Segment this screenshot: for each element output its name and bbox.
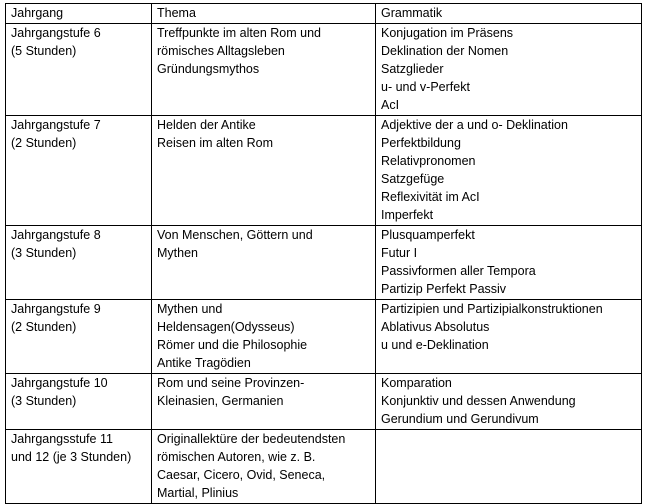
cell-line: Plusquamperfekt [381, 228, 475, 242]
cell-line: Von Menschen, Göttern und [157, 228, 313, 242]
header-grammatik: Grammatik [376, 4, 642, 24]
cell-line: Antike Tragödien [157, 356, 251, 370]
cell-jahrgang [6, 300, 152, 374]
table-row [6, 116, 642, 226]
cell-line: Mythen [157, 246, 198, 260]
cell-jahrgang [6, 226, 152, 300]
cell-line: (5 Stunden) [11, 44, 77, 58]
cell-line: römischen Autoren, wie z. B. [157, 450, 316, 464]
cell-line: Originallektüre der bedeutendsten [157, 432, 346, 446]
cell-line: Satzglieder [381, 62, 444, 76]
cell-line: Jahrgangstufe 10 [11, 376, 108, 390]
curriculum-table-wrapper [5, 3, 642, 504]
cell-line: Kleinasien, Germanien [157, 394, 284, 408]
cell-grammatik [376, 24, 642, 116]
cell-line: römisches Alltagsleben [157, 44, 285, 58]
cell-line: Jahrgangstufe 8 [11, 228, 101, 242]
cell-line: Caesar, Cicero, Ovid, Seneca, [157, 468, 326, 482]
cell-line: Perfektbildung [381, 136, 461, 150]
cell-line: Konjunktiv und dessen Anwendung [381, 394, 576, 408]
cell-line: u und e-Deklination [381, 338, 489, 352]
cell-grammatik [376, 374, 642, 430]
cell-line: Jahrgangstufe 9 [11, 302, 101, 316]
curriculum-table [5, 3, 642, 504]
cell-line: (2 Stunden) [11, 136, 77, 150]
cell-line: Komparation [381, 376, 452, 390]
cell-line: (3 Stunden) [11, 246, 77, 260]
cell-line: Jahrgangsstufe 11 [11, 432, 113, 446]
cell-line: (3 Stunden) [11, 394, 77, 408]
cell-line: Jahrgangstufe 6 [11, 26, 101, 40]
cell-line: u- und v-Perfekt [381, 80, 470, 94]
cell-line: Rom und seine Provinzen- [157, 376, 305, 390]
cell-thema [152, 374, 376, 430]
cell-thema [152, 300, 376, 374]
cell-jahrgang [6, 430, 152, 504]
cell-line: Deklination der Nomen [381, 44, 509, 58]
cell-line: Treffpunkte im alten Rom und [157, 26, 321, 40]
table-header-row [6, 4, 642, 24]
cell-thema [152, 226, 376, 300]
cell-grammatik [376, 116, 642, 226]
cell-line: Reflexivität im AcI [381, 190, 480, 204]
cell-grammatik [376, 226, 642, 300]
table-row [6, 430, 642, 504]
cell-line: und 12 (je 3 Stunden) [11, 450, 132, 464]
cell-line: Futur I [381, 246, 418, 260]
cell-line: (2 Stunden) [11, 320, 77, 334]
cell-line: Mythen und [157, 302, 223, 316]
cell-line: Ablativus Absolutus [381, 320, 490, 334]
cell-line: Konjugation im Präsens [381, 26, 514, 40]
cell-jahrgang [6, 116, 152, 226]
table-row [6, 374, 642, 430]
cell-line: Adjektive der a und o- Deklination [381, 118, 568, 132]
cell-thema [152, 116, 376, 226]
cell-thema [152, 24, 376, 116]
cell-line: Heldensagen(Odysseus) [157, 320, 295, 334]
cell-line: Römer und die Philosophie [157, 338, 308, 352]
cell-line: Reisen im alten Rom [157, 136, 274, 150]
header-thema: Thema [152, 4, 376, 24]
cell-line: Jahrgangstufe 7 [11, 118, 101, 132]
cell-line: Gründungsmythos [157, 62, 260, 76]
cell-line: Relativpronomen [381, 154, 476, 168]
cell-grammatik-empty [376, 430, 642, 504]
header-jahrgang: Jahrgang [6, 4, 152, 24]
cell-thema [152, 430, 376, 504]
cell-jahrgang [6, 374, 152, 430]
cell-line: Satzgefüge [381, 172, 445, 186]
cell-line: Imperfekt [381, 208, 434, 222]
cell-line: Helden der Antike [157, 118, 256, 132]
cell-line: Passivformen aller Tempora [381, 264, 536, 278]
cell-line: Partizipien und Partizipialkonstruktionen [381, 302, 603, 316]
cell-line: AcI [381, 98, 400, 112]
cell-line: Martial, Plinius [157, 486, 239, 500]
table-row [6, 24, 642, 116]
cell-line: Gerundium und Gerundivum [381, 412, 539, 426]
cell-grammatik [376, 300, 642, 374]
table-row [6, 226, 642, 300]
cell-jahrgang [6, 24, 152, 116]
cell-line: Partizip Perfekt Passiv [381, 282, 507, 296]
table-row [6, 300, 642, 374]
